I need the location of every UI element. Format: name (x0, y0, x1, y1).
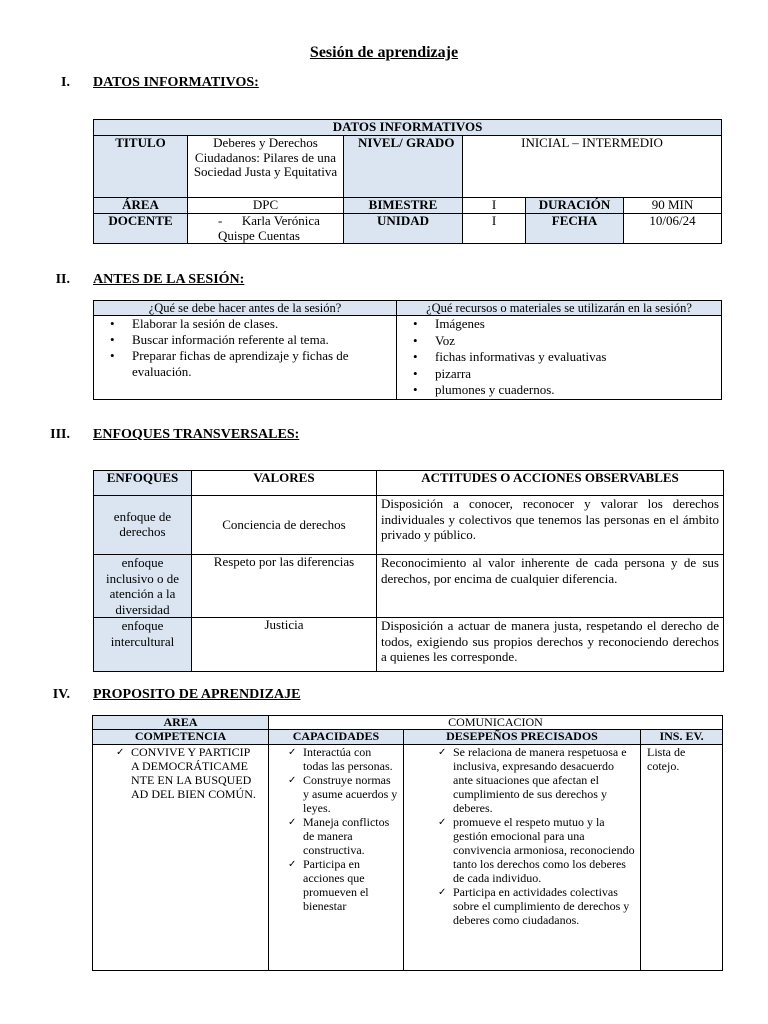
docente-label: DOCENTE (94, 214, 188, 244)
valor-cell: Justicia (192, 618, 377, 672)
list-item: • Preparar fichas de aprendizaje y fichas de evaluación. (132, 348, 392, 380)
actitud-cell: Disposición a conocer, reconocer y valorar los derechos individuales y colectivos que tenemos las personas en el ámbito privado y público. (377, 496, 724, 555)
unidad-value: I (463, 214, 526, 244)
list-item: • Buscar información referente al tema. (132, 332, 392, 348)
unidad-label: UNIDAD (344, 214, 463, 244)
desempenos-header: DESEPEÑOS PRECISADOS (404, 730, 641, 744)
instrumento-header: INS. EV. (641, 730, 723, 744)
docente-value: - Karla Verónica Quispe Cuentas (188, 214, 344, 244)
antes-resources-cell (397, 316, 722, 400)
antes-sesion-table (93, 300, 722, 400)
enfoque-cell: enfoque inclusivo o de atención a la diversidad (94, 555, 192, 618)
datos-informativos-table (93, 119, 722, 244)
list-item: ✓ Se relaciona de manera respetuosa e inclusiva, expresando desacuerdo ante situaciones que afectan el cumplimiento de sus derechos y deberes. (453, 745, 636, 815)
list-item: ✓ Maneja conflictos de manera constructiva. (303, 815, 399, 857)
titulo-value: Deberes y Derechos Ciudadanos: Pilares de una Sociedad Justa y Equitativa (188, 136, 344, 198)
list-item: • fichas informativas y evaluativas (435, 349, 717, 366)
section-title: DATOS INFORMATIVOS: (93, 75, 259, 90)
list-item: • Elaborar la sesión de clases. (132, 316, 392, 332)
actitud-cell: Reconocimiento al valor inherente de cada persona y de sus derechos, por encima de cualquier diferencia. (377, 555, 724, 618)
list-item: • pizarra (435, 366, 717, 383)
actitudes-header: ACTITUDES O ACCIONES OBSERVABLES (377, 471, 724, 496)
capacidades-cell (269, 744, 404, 970)
section-number: II. (55, 272, 70, 287)
duracion-label: DURACIÓN (526, 198, 624, 214)
list-item: ✓ Participa en actividades colectivas sobre el cumplimiento de derechos y deberes como ciudadanos. (453, 885, 636, 927)
area-value: DPC (188, 198, 344, 214)
enfoques-table (93, 470, 724, 672)
area-label: ÁREA (94, 198, 188, 214)
enfoque-cell: enfoque intercultural (94, 618, 192, 672)
table-row (94, 555, 724, 618)
section-title: ENFOQUES TRANSVERSALES: (93, 427, 300, 442)
table-row (94, 496, 724, 555)
section-title: PROPOSITO DE APRENDIZAJE (93, 687, 301, 702)
nivel-label: NIVEL/ GRADO (344, 136, 463, 198)
competencia-cell (93, 744, 269, 970)
list-item: ✓ Interactúa con todas las personas. (303, 745, 399, 773)
fecha-value: 10/06/24 (624, 214, 722, 244)
section-number: I. (61, 75, 70, 90)
desempenos-cell (404, 744, 641, 970)
valores-header: VALORES (192, 471, 377, 496)
list-item: ✓ Participa en acciones que promueven el bienestar (303, 857, 399, 913)
titulo-label: TITULO (94, 136, 188, 198)
page-title: Sesión de aprendizaje (309, 44, 459, 61)
bimestre-value: I (463, 198, 526, 214)
fecha-label: FECHA (526, 214, 624, 244)
proposito-table (92, 715, 723, 971)
area-value: COMUNICACION (269, 716, 723, 730)
valor-cell: Conciencia de derechos (192, 496, 377, 555)
actitud-cell: Disposición a actuar de manera justa, respetando el derecho de todos, exigiendo sus propios derechos y reconociendo derechos a quienes les corresponde. (377, 618, 724, 672)
section-number: III. (50, 427, 70, 442)
section-number: IV. (52, 687, 70, 702)
table-row (94, 618, 724, 672)
list-item: • Imágenes (435, 316, 717, 333)
bimestre-label: BIMESTRE (344, 198, 463, 214)
nivel-value: INICIAL – INTERMEDIO (463, 136, 722, 198)
duracion-value: 90 MIN (624, 198, 722, 214)
list-item: ✓ Construye normas y asume acuerdos y leyes. (303, 773, 399, 815)
antes-tasks-cell (94, 316, 397, 400)
list-item: • Voz (435, 333, 717, 350)
datos-header: DATOS INFORMATIVOS (94, 120, 722, 136)
instrumento-cell: Lista de cotejo. (641, 744, 723, 970)
antes-header-2: ¿Qué recursos o materiales se utilizarán en la sesión? (397, 301, 722, 316)
list-item: • plumones y cuadernos. (435, 382, 717, 399)
list-item: ✓ CONVIVE Y PARTICIPA DEMOCRÁTICAMENTE EN LA BUSQUEDAD DEL BIEN COMÚN. (131, 745, 256, 801)
enfoques-header: ENFOQUES (94, 471, 192, 496)
capacidades-header: CAPACIDADES (269, 730, 404, 744)
competencia-header: COMPETENCIA (93, 730, 269, 744)
enfoque-cell: enfoque de derechos (94, 496, 192, 555)
antes-header-1: ¿Qué se debe hacer antes de la sesión? (94, 301, 397, 316)
section-title: ANTES DE LA SESIÓN: (93, 272, 245, 287)
list-item: ✓ promueve el respeto mutuo y la gestión emocional para una convivencia armoniosa, reconociendo tanto los derechos como los deberes de cada individuo. (453, 815, 636, 885)
valor-cell: Respeto por las diferencias (192, 555, 377, 618)
area-label: AREA (93, 716, 269, 730)
